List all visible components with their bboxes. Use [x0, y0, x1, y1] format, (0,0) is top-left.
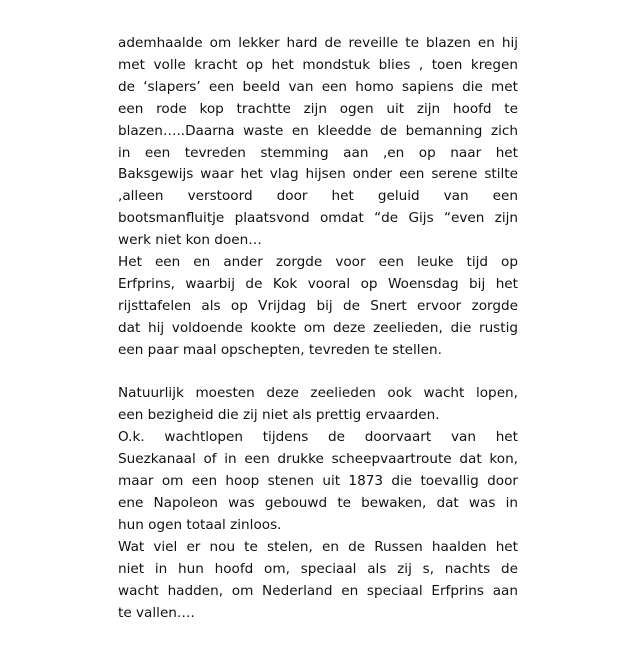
text-line: Het een en ander zorgde voor een leuke tijd op — [118, 254, 518, 271]
paragraph-5 — [118, 537, 518, 625]
paragraph-1 — [118, 33, 518, 252]
text-line: ,alleen verstoord door het geluid van een — [118, 188, 518, 205]
text-line: rijsttafelen als op Vrijdag bij de Snert ervoor zorgde — [118, 297, 518, 314]
text-line: ene Napoleon was gebouwd te bewaken, dat was in — [118, 495, 518, 512]
text-line: Baksgewijs waar het vlag hijsen onder een serene stilte — [118, 166, 518, 183]
text-line: bootsmanfluitje plaatsvond omdat “de Gijs “even zijn — [118, 210, 518, 227]
text-line: een rode kop trachtte zijn ogen uit zijn hoofd te — [118, 100, 518, 117]
text-line: werk niet kon doen… — [118, 232, 262, 249]
text-line: de ‘slapers’ een beeld van een homo sapiens die met — [118, 78, 518, 95]
paragraph-3 — [118, 383, 518, 427]
text-line: Natuurlijk moesten deze zeelieden ook wacht lopen, — [118, 385, 518, 402]
paragraph-4 — [118, 427, 518, 537]
text-line: O.k. wachtlopen tijdens de doorvaart van het — [118, 429, 518, 446]
text-line: Suezkanaal of in een drukke scheepvaartroute dat kon, — [118, 451, 518, 468]
text-line: een bezigheid die zij niet als prettig ervaarden. — [118, 407, 440, 424]
text-line: niet in hun hoofd om, speciaal als zij s, nachts de — [118, 560, 518, 577]
text-line: met volle kracht op het mondstuk blies , toen kregen — [118, 56, 518, 73]
text-line: ademhaalde om lekker hard de reveille te blazen en hij — [118, 35, 518, 51]
paragraph-spacer — [118, 362, 518, 384]
text-line: wacht hadden, om Nederland en speciaal Erfprins aan — [118, 582, 518, 599]
text-line: Wat viel er nou te stelen, en de Russen haalden het — [118, 538, 518, 555]
text-line: hun ogen totaal zinloos. — [118, 516, 282, 533]
body-text — [118, 33, 518, 624]
text-line: blazen…..Daarna waste en kleedde de bemanning zich — [118, 122, 518, 139]
text-line: maar om een hoop stenen uit 1873 die toevallig door — [118, 473, 518, 490]
text-line: dat hij voldoende kookte om deze zeelieden, die rustig — [118, 319, 518, 336]
text-line: Erfprins, waarbij de Kok vooral op Woensdag bij het — [118, 275, 518, 292]
text-line: een paar maal opschepten, tevreden te stellen. — [118, 341, 442, 358]
paragraph-2 — [118, 252, 518, 362]
text-line: te vallen…. — [118, 604, 195, 621]
text-line: in een tevreden stemming aan ,en op naar het — [118, 144, 518, 161]
